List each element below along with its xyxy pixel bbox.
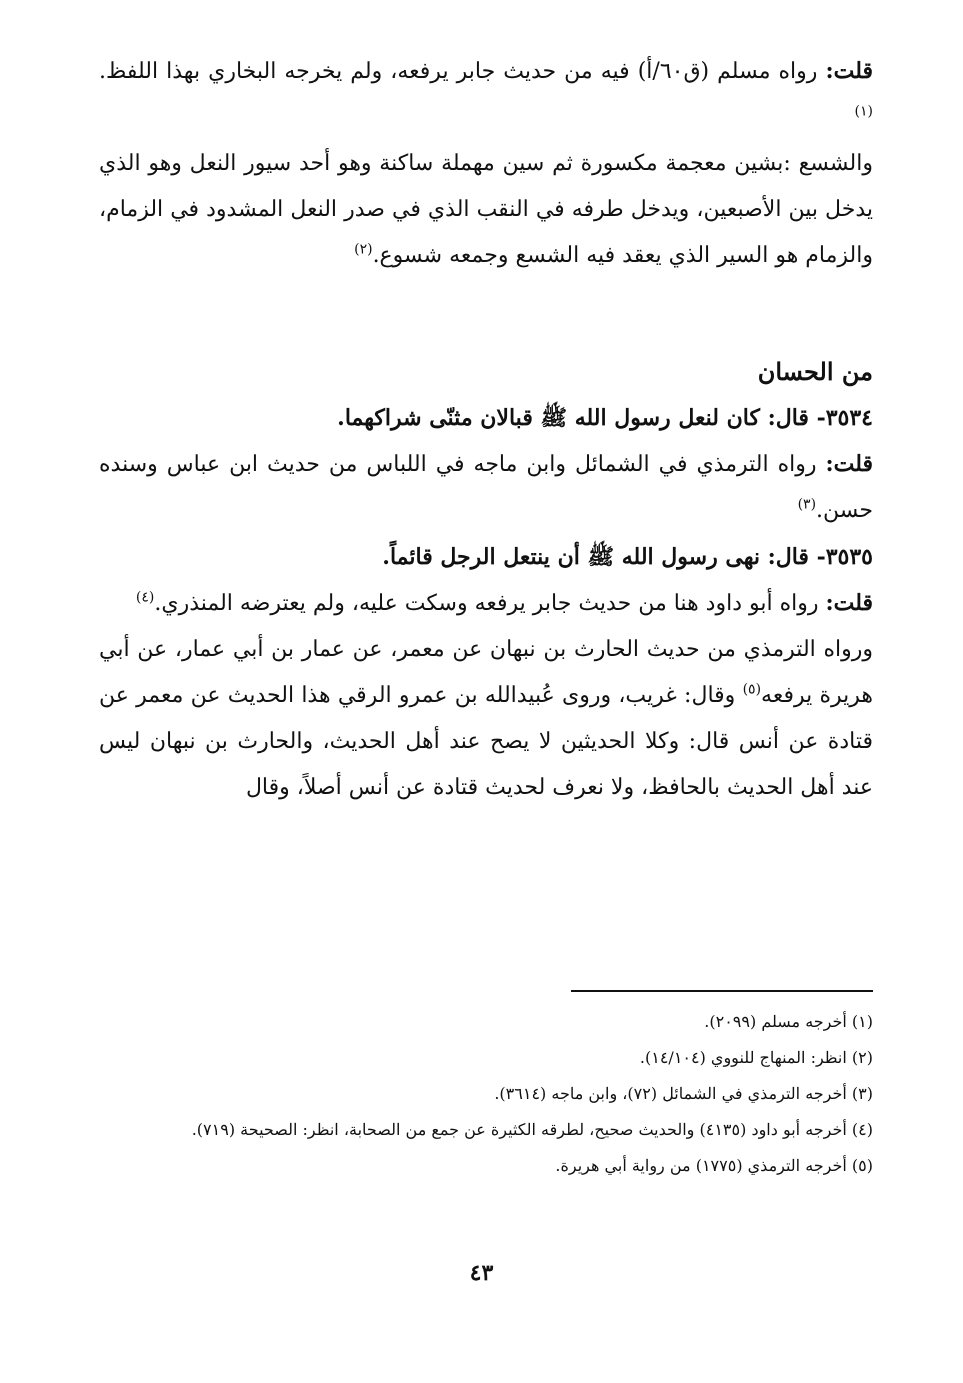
narration-text-2: وقال: غريب، وروى عُبيدالله بن عمرو الرقي هذا الحديث عن معمر عن قتادة عن أنس قال: وكلا الحديثين لا يصح عند أهل الحديث، والحارث بن نبهان ليس عند أهل الحديث بالحافظ، ولا نعرف لحديث قتادة عن أنس أصلاً، وقال <box>99 683 873 800</box>
definition-paragraph <box>99 141 873 279</box>
narration-paragraph <box>99 627 873 811</box>
footnote-ref[interactable]: (٥) <box>742 681 762 698</box>
commentary-lead: قلت: <box>825 451 874 477</box>
footnote-ref[interactable]: (١) <box>854 103 873 120</box>
section-gap <box>99 279 873 349</box>
main-text <box>99 48 873 811</box>
hadith-3535: ٣٥٣٥- قال: نهى رسول الله ﷺ أن ينتعل الرجل قائماً. <box>382 544 873 570</box>
narration-text-1: ورواه الترمذي من حديث الحارث بن نبهان عن معمر، عن عمار بن أبي عمار، عن أبي هريرة يرفعه <box>99 637 874 708</box>
page-number: ٤٣ <box>469 1260 494 1286</box>
commentary-lead: قلت: <box>825 590 873 616</box>
footnote-item: (٥) أخرجه الترمذي (١٧٧٥) من رواية أبي هريرة. <box>555 1156 873 1175</box>
commentary-paragraph <box>99 48 873 141</box>
section-heading: من الحسان <box>757 357 873 386</box>
commentary-3534 <box>99 441 873 534</box>
footnote-ref[interactable]: (٣) <box>797 496 817 513</box>
footnote-item: (٢) انظر: المنهاج للنووي (١٤/١٠٤). <box>639 1048 873 1067</box>
commentary-text: رواه الترمذي في الشمائل وابن ماجه في اللباس من حديث ابن عباس وسنده حسن. <box>99 452 873 523</box>
footnote-ref[interactable]: (٢) <box>354 241 373 258</box>
footnote-ref[interactable]: (٤) <box>135 589 155 606</box>
definition-text: والشسع :بشين معجمة مكسورة ثم سين مهملة ساكنة وهو أحد سيور النعل وهو الذي يدخل بين الأصبعين، ويدخل طرفه في النقب الذي في صدر النعل المشدود في الزمام، والزمام هو السير الذي يعقد فيه الشسع وجمعه شسوع. <box>99 151 873 268</box>
commentary-3535 <box>99 580 873 627</box>
footnote-item: (٣) أخرجه الترمذي في الشمائل (٧٢)، وابن ماجه (٣٦١٤). <box>494 1084 873 1103</box>
footnote-item: (٤) أخرجه أبو داود (٤١٣٥) والحديث صحيح، لطرقه الكثيرة عن جمع من الصحابة، انظر: الصحيحة (٧١٩). <box>191 1120 873 1139</box>
commentary-lead: قلت: <box>825 58 873 84</box>
footnote-item: (١) أخرجه مسلم (٢٠٩٩). <box>704 1012 873 1031</box>
footnotes <box>99 1006 873 1186</box>
commentary-text: رواه مسلم (ق٦٠/أ) فيه من حديث جابر يرفعه، ولم يخرجه البخاري بهذا اللفظ. <box>99 59 826 84</box>
hadith-3534: ٣٥٣٤- قال: كان لنعل رسول الله ﷺ قبالان مثنّى شراكهما. <box>337 405 873 431</box>
commentary-text: رواه أبو داود هنا من حديث جابر يرفعه وسكت عليه، ولم يعترضه المنذري. <box>154 591 826 616</box>
footnote-divider <box>571 990 873 992</box>
